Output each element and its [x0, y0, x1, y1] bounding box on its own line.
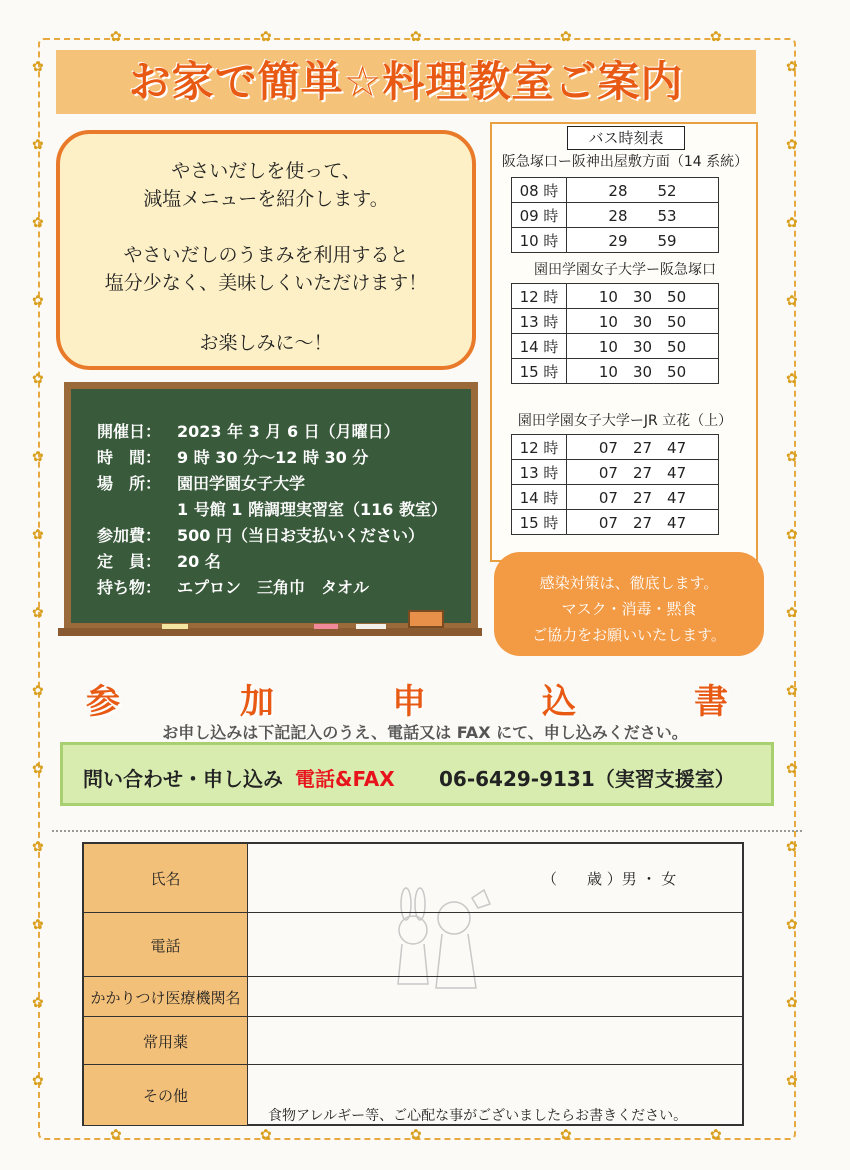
flower-icon: ✿ — [32, 527, 44, 543]
intro-line: 減塩メニューを紹介します。 — [143, 188, 389, 210]
event-room — [97, 497, 447, 520]
bus-timetable-title: バス時刻表 — [567, 126, 685, 150]
flower-icon: ✿ — [786, 527, 798, 543]
flower-icon: ✿ — [786, 605, 798, 621]
bus-minutes: 10 30 50 — [567, 334, 719, 359]
table-row — [512, 460, 719, 485]
contact-number[interactable]: 06-6429-9131（実習支援室） — [439, 767, 735, 791]
intro-line: お楽しみに～！ — [199, 332, 333, 354]
form-row-clinic — [84, 976, 742, 1017]
table-row — [512, 510, 719, 535]
phone-field[interactable] — [248, 913, 742, 977]
bus-route-name: 阪急塚口ー阪神出屋敷方面（14 系統） — [501, 154, 749, 170]
table-row — [512, 485, 719, 510]
event-place — [97, 471, 305, 494]
form-row-phone — [84, 912, 742, 977]
infection-notice — [494, 552, 764, 656]
flower-icon: ✿ — [410, 1127, 422, 1143]
bus-minutes: 28 53 — [567, 203, 719, 228]
event-capacity-value: 20 名 — [177, 552, 221, 571]
flower-icon: ✿ — [32, 293, 44, 309]
form-row-medicine — [84, 1016, 742, 1065]
chalk-icon — [162, 624, 188, 629]
application-heading-char: 申 — [392, 682, 426, 722]
flower-icon: ✿ — [560, 29, 572, 45]
bus-hour: 15 時 — [512, 359, 567, 384]
event-time-label: 時 間： — [97, 448, 162, 467]
bus-route-name: 園田学園女子大学ーJR 立花（上） — [517, 413, 733, 429]
flower-icon: ✿ — [710, 1127, 722, 1143]
bus-hour: 14 時 — [512, 485, 567, 510]
bus-minutes: 07 27 47 — [567, 435, 719, 460]
flower-icon: ✿ — [710, 29, 722, 45]
bus-minutes: 28 52 — [567, 178, 719, 203]
table-row — [512, 228, 719, 253]
bus-route-name: 園田学園女子大学ー阪急塚口 — [534, 262, 716, 278]
flower-icon: ✿ — [32, 995, 44, 1011]
flower-icon: ✿ — [110, 1127, 122, 1143]
table-row — [512, 309, 719, 334]
event-place-label: 場 所： — [97, 474, 162, 493]
flower-icon: ✿ — [560, 1127, 572, 1143]
table-row — [512, 359, 719, 384]
bus-hour: 09 時 — [512, 203, 567, 228]
flower-icon: ✿ — [32, 683, 44, 699]
contact-method: 電話&FAX — [295, 767, 395, 791]
bus-hour: 13 時 — [512, 309, 567, 334]
page-title: お家で簡単☆料理教室ご案内 — [128, 57, 684, 106]
application-heading-char: 参 — [86, 682, 120, 722]
event-belongings-value: エプロン 三角巾 タオル — [177, 578, 370, 597]
infection-line: 感染対策は、徹底します。 — [539, 574, 719, 592]
event-date-label: 開催日： — [97, 422, 162, 441]
bus-hour: 08 時 — [512, 178, 567, 203]
chalk-icon — [314, 624, 338, 629]
bus-minutes: 07 27 47 — [567, 460, 719, 485]
chalk-icon — [356, 624, 386, 629]
contact-label: 問い合わせ・申し込み — [83, 767, 283, 791]
event-details-board — [64, 382, 478, 630]
flower-icon: ✿ — [32, 605, 44, 621]
event-capacity-label: 定 員： — [97, 552, 162, 571]
flower-icon: ✿ — [32, 761, 44, 777]
bus-hour: 15 時 — [512, 510, 567, 535]
event-fee-label: 参加費： — [97, 526, 162, 545]
application-note: お申し込みは下記記入のうえ、電話又は FAX にて、申し込みください。 — [162, 723, 688, 742]
event-fee — [97, 523, 424, 546]
bus-hour: 10 時 — [512, 228, 567, 253]
flower-icon: ✿ — [32, 1073, 44, 1089]
medicine-field[interactable] — [248, 1017, 742, 1065]
flower-icon: ✿ — [260, 1127, 272, 1143]
infection-line: ご協力をお願いいたします。 — [532, 626, 726, 644]
event-capacity — [97, 549, 221, 572]
flower-icon: ✿ — [786, 1073, 798, 1089]
bus-table — [511, 283, 719, 384]
infection-line: マスク・消毒・黙食 — [561, 600, 697, 618]
intro-line: 塩分少なく、美味しくいただけます！ — [104, 272, 428, 294]
application-heading-char: 書 — [694, 682, 728, 722]
table-row — [512, 203, 719, 228]
intro-line: やさいだしを使って、 — [171, 160, 361, 182]
bus-minutes: 07 27 47 — [567, 510, 719, 535]
flower-icon: ✿ — [32, 839, 44, 855]
event-time — [97, 445, 368, 468]
flower-icon: ✿ — [32, 59, 44, 75]
phone-label: 電話 — [84, 913, 248, 977]
flower-icon: ✿ — [786, 371, 798, 387]
table-row — [512, 284, 719, 309]
flower-icon: ✿ — [786, 995, 798, 1011]
event-belongings-label: 持ち物： — [97, 578, 162, 597]
bus-hour: 14 時 — [512, 334, 567, 359]
intro-line: やさいだしのうまみを利用すると — [123, 244, 409, 266]
table-row — [512, 178, 719, 203]
bus-hour: 12 時 — [512, 284, 567, 309]
cut-line — [52, 830, 802, 832]
flower-icon: ✿ — [32, 137, 44, 153]
flower-icon: ✿ — [786, 215, 798, 231]
bus-minutes: 10 30 50 — [567, 284, 719, 309]
flower-icon: ✿ — [410, 29, 422, 45]
flower-icon: ✿ — [786, 839, 798, 855]
flower-icon: ✿ — [786, 449, 798, 465]
bus-hour: 13 時 — [512, 460, 567, 485]
bus-minutes: 29 59 — [567, 228, 719, 253]
contact-box — [60, 742, 774, 806]
event-time-value: 9 時 30 分～12 時 30 分 — [177, 448, 369, 467]
flower-icon: ✿ — [786, 293, 798, 309]
medicine-label: 常用薬 — [84, 1017, 248, 1065]
event-belongings — [97, 575, 369, 598]
clinic-label: かかりつけ医療機関名 — [84, 977, 248, 1017]
form-row-other — [84, 1064, 742, 1125]
event-place-value: 園田学園女子大学 — [177, 474, 306, 493]
intro-box — [56, 130, 476, 370]
flower-icon: ✿ — [260, 29, 272, 45]
table-row — [512, 334, 719, 359]
bus-minutes: 10 30 50 — [567, 359, 719, 384]
flower-icon: ✿ — [110, 29, 122, 45]
name-label: 氏名 — [84, 844, 248, 912]
bus-table — [511, 434, 719, 535]
event-date — [97, 419, 400, 442]
bus-minutes: 07 27 47 — [567, 485, 719, 510]
application-heading-char: 込 — [542, 682, 576, 722]
event-date-value: 2023 年 3 月 6 日（月曜日） — [177, 422, 400, 441]
bus-table — [511, 177, 719, 253]
application-heading-char: 加 — [240, 682, 274, 722]
table-row — [512, 435, 719, 460]
flower-icon: ✿ — [786, 137, 798, 153]
event-fee-value: 500 円（当日お支払いください） — [177, 526, 424, 545]
other-label: その他 — [84, 1065, 248, 1125]
age-gender-label: （ 歳 ）男 ・ 女 — [542, 870, 677, 888]
eraser-icon — [408, 610, 444, 628]
bus-minutes: 10 30 50 — [567, 309, 719, 334]
application-form — [82, 842, 744, 1126]
clinic-field[interactable] — [248, 977, 742, 1017]
flower-icon: ✿ — [32, 215, 44, 231]
event-room-value: 1 号館 1 階調理実習室（116 教室） — [177, 500, 447, 519]
flower-icon: ✿ — [32, 371, 44, 387]
flower-icon: ✿ — [786, 683, 798, 699]
bus-hour: 12 時 — [512, 435, 567, 460]
flower-icon: ✿ — [32, 449, 44, 465]
flower-icon: ✿ — [786, 917, 798, 933]
form-row-name — [84, 844, 742, 912]
flower-icon: ✿ — [786, 59, 798, 75]
flower-icon: ✿ — [32, 917, 44, 933]
flower-icon: ✿ — [786, 761, 798, 777]
board-ledge — [58, 628, 482, 636]
other-note: 食物アレルギー等、ご心配な事がございましたらお書きください。 — [268, 1108, 688, 1124]
